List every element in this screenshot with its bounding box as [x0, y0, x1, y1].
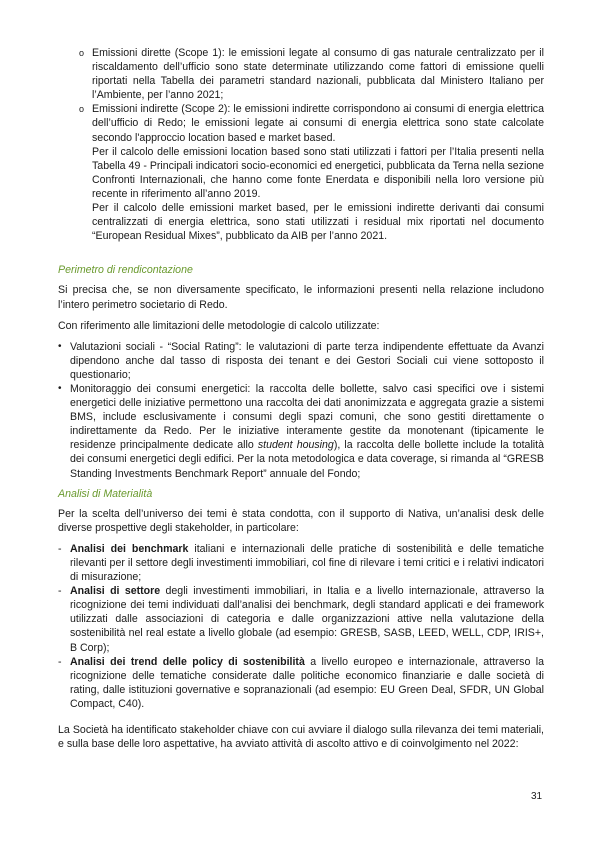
materialita-closing: La Società ha identificato stakeholder chiave con cui avviare il dialogo sulla rilevanza dei temi materiali, e sulla base delle loro aspettative, ha avviato attività di ascolto attivo e di coinvolgimento nel 2022:	[58, 724, 544, 751]
list-item-continuation-market-based: Per il calcolo delle emissioni market based, per le emissioni indirette derivanti dai consumi centralizzati di energia elettrica, sono stati utilizzati i residual mix riportati nel documento “European Residual Mixes”, pubblicato da AIB per l’anno 2021.	[92, 202, 544, 243]
list-item-text-after: ), la raccolta delle bollette include la totalità dei consumi energetici degli edifici. Per la nota metodologica e data coverage, si rimanda al “GRESB Standing Investments Benchmark Report” annuale del Fondo;	[70, 439, 544, 480]
list-item-text: Monitoraggio dei consumi energetici: la raccolta delle bollette, salvo casi specifici ove i sistemi energetici delle iniziative permettono una raccolta dei dati anonimizzata e aggregata grazie a sistemi BMS, include esclusivamente i consumi degli spazi comuni, che sono gestiti direttamente o indirettamente da Redo. Per le iniziative interamente gestite da monotenant (tipicamente le residenze principalmente dedicate allo	[70, 382, 544, 452]
list-item-bold: Analisi dei trend delle policy di sostenibilità	[70, 655, 305, 668]
page-content	[58, 46, 544, 758]
limitations-list	[58, 340, 544, 481]
list-item-text: a livello europeo e internazionale, attraverso la ricognizione delle tematiche considerate dalle politiche economico finanziarie e dalle società di rating, dalle istituzioni governative e sopranazionali (ad esempio: EU Green Deal, SFDR, UN Global Compact, C40).	[70, 655, 545, 710]
list-marker: o	[79, 104, 85, 115]
dash-marker: -	[58, 542, 62, 555]
list-item-text: Emissioni dirette (Scope 1): le emissioni legate al consumo di gas naturale centralizzato per il riscaldamento dell’ufficio sono state determinate utilizzando come fattori di emissione quelli riportati nella Tabella dei parametri standard nazionali, pubblicata dal Ministero Italiano per l’Ambiente, per l’anno 2021;	[92, 47, 544, 102]
list-item-scope2	[58, 102, 544, 243]
analysis-list	[58, 542, 544, 711]
materialita-intro: Per la scelta dell’universo dei temi è stata condotta, con il supporto di Nativa, un’analisi desk delle diverse prospettive degli stakeholder, in particolare:	[58, 507, 544, 534]
bullet-marker: •	[58, 382, 62, 394]
bullet-marker: •	[58, 340, 62, 352]
list-item-benchmark	[58, 542, 544, 584]
list-marker: o	[79, 48, 85, 58]
list-item-text: degli investimenti immobiliari, in Italia e a livello internazionale, attraverso la ricognizione dei temi individuati dall’analisi dei benchmark, degli standard applicati e dei framework utilizzati dalle associazioni di categoria e dalle organizzazioni attive nella valutazione della sostenibilità nel real estate a livello globale (ad esempio: GRESB, SASB, LEED, WELL, CDP, IRIS+, B Corp);	[70, 585, 544, 654]
section-heading-perimetro: Perimetro di rendicontazione	[58, 264, 193, 277]
list-item-social-rating	[58, 340, 544, 382]
dash-marker: -	[58, 585, 62, 598]
list-item-trend-policy	[58, 655, 544, 711]
emissions-list	[58, 46, 544, 243]
perimetro-paragraph-2: Con riferimento alle limitazioni delle metodologie di calcolo utilizzate:	[58, 319, 380, 332]
page-number: 31	[531, 791, 543, 802]
list-item-scope1	[58, 46, 544, 102]
perimetro-paragraph-1: Si precisa che, se non diversamente specificato, le informazioni presenti nella relazione includono l’intero perimetro societario di Redo.	[58, 284, 544, 311]
list-item-energy-monitoring	[58, 382, 544, 481]
list-item-bold: Analisi di settore	[70, 585, 161, 598]
list-item-text: Valutazioni sociali - “Social Rating”: le valutazioni di parte terza indipendente effettuate da Avanzi dipendono anche dal tasso di risposta dei tenant e dei Gestori Sociali cui viene sottoposto il questionario;	[70, 340, 544, 381]
list-item-text: Emissioni indirette (Scope 2): le emissioni indirette corrispondono ai consumi di energia elettrica dell’ufficio di Redo; le emissioni legate ai consumi di energia elettrica sono state calcolate secondo l'approccio location based e market based.	[92, 103, 544, 144]
list-item-bold: Analisi dei benchmark	[70, 542, 189, 555]
list-item-settore	[58, 584, 544, 654]
list-item-continuation-location-based: Per il calcolo delle emissioni location based sono stati utilizzati i fattori per l’Italia presenti nella Tabella 49 - Principali indicatori socio-economici ed energetici, pubblicata da Terna nella sezione Confronti Internazionali, che hanno come fonte Enerdata e disponibili nella loro versione più recente in riferimento all’anno 2019.	[92, 145, 544, 200]
section-heading-materialita: Analisi di Materialità	[58, 487, 153, 500]
list-item-text: italiani e internazionali delle pratiche di sostenibilità e delle tematiche rilevanti per il settore degli investimenti immobiliari, col fine di rilevare i temi critici e i relativi indicatori di misurazione;	[70, 542, 545, 584]
dash-marker: -	[58, 655, 62, 668]
list-item-italic-text: student housing	[257, 439, 334, 452]
